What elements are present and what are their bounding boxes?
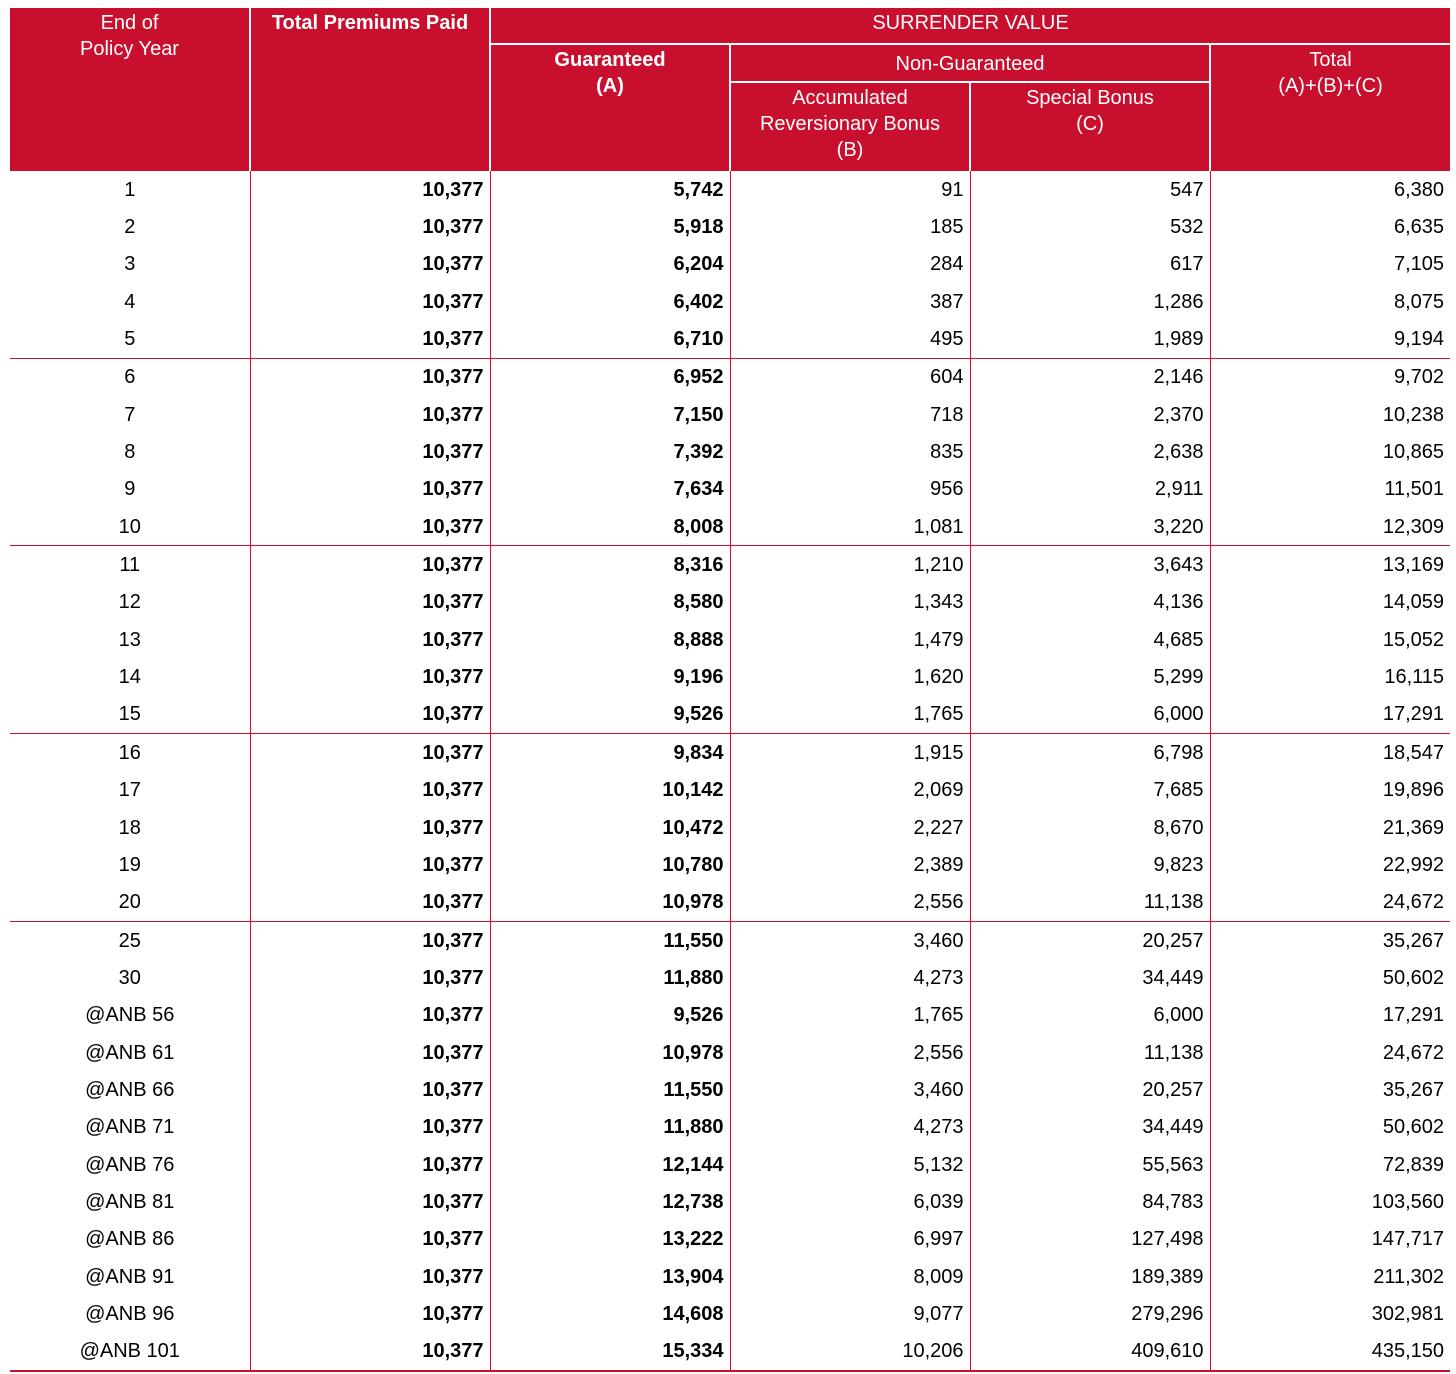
guaranteed-cell: 6,710 — [490, 320, 730, 358]
table-row — [10, 1034, 1450, 1071]
total-premiums-cell: 10,377 — [250, 508, 490, 546]
special-bonus-cell: 7,685 — [970, 772, 1210, 809]
guaranteed-cell: 9,526 — [490, 997, 730, 1034]
total-cell: 22,992 — [1210, 846, 1450, 883]
special-bonus-cell: 5,299 — [970, 658, 1210, 695]
policy-year-cell: 10 — [118, 515, 141, 538]
special-bonus-cell: 34,449 — [970, 1109, 1210, 1146]
reversionary-bonus-cell: 835 — [730, 433, 970, 470]
policy-year-cell: 2 — [124, 216, 136, 239]
table-row — [10, 584, 1450, 621]
guaranteed-cell: 12,738 — [490, 1183, 730, 1220]
table-row — [10, 171, 1450, 208]
policy-year-cell: 5 — [124, 328, 136, 351]
total-premiums-cell: 10,377 — [250, 997, 490, 1034]
header-surrender-value: SURRENDER VALUE — [490, 8, 1450, 44]
special-bonus-cell: 617 — [970, 246, 1210, 283]
guaranteed-cell: 9,526 — [490, 696, 730, 734]
policy-year-cell: @ANB 66 — [85, 1078, 175, 1101]
table-row — [10, 1183, 1450, 1220]
guaranteed-cell: 7,634 — [490, 471, 730, 508]
reversionary-bonus-cell: 1,210 — [730, 546, 970, 584]
guaranteed-cell: 15,334 — [490, 1333, 730, 1371]
header-total: Total (A)+(B)+(C) — [1210, 44, 1450, 171]
total-cell: 13,169 — [1210, 546, 1450, 584]
total-cell: 35,267 — [1210, 921, 1450, 959]
reversionary-bonus-cell: 284 — [730, 246, 970, 283]
total-cell: 18,547 — [1210, 734, 1450, 772]
policy-year-cell: 30 — [118, 966, 141, 989]
reversionary-bonus-cell: 3,460 — [730, 921, 970, 959]
policy-year-cell: @ANB 91 — [85, 1265, 175, 1288]
table-row — [10, 658, 1450, 695]
special-bonus-cell: 3,220 — [970, 508, 1210, 546]
policy-year-cell: 3 — [124, 253, 136, 276]
policy-year-cell: 1 — [124, 178, 136, 201]
special-bonus-cell: 6,000 — [970, 997, 1210, 1034]
special-bonus-cell: 8,670 — [970, 809, 1210, 846]
reversionary-bonus-cell: 1,479 — [730, 621, 970, 658]
total-cell: 72,839 — [1210, 1146, 1450, 1183]
reversionary-bonus-cell: 2,227 — [730, 809, 970, 846]
reversionary-bonus-cell: 1,915 — [730, 734, 970, 772]
reversionary-bonus-cell: 6,039 — [730, 1183, 970, 1220]
guaranteed-cell: 8,316 — [490, 546, 730, 584]
guaranteed-cell: 13,222 — [490, 1221, 730, 1258]
table-row — [10, 959, 1450, 996]
total-cell: 14,059 — [1210, 584, 1450, 621]
total-premiums-cell: 10,377 — [250, 1221, 490, 1258]
guaranteed-cell: 11,880 — [490, 959, 730, 996]
table-row — [10, 246, 1450, 283]
reversionary-bonus-cell: 185 — [730, 208, 970, 245]
policy-year-cell: 12 — [118, 591, 141, 614]
reversionary-bonus-cell: 2,389 — [730, 846, 970, 883]
guaranteed-cell: 9,834 — [490, 734, 730, 772]
guaranteed-cell: 6,204 — [490, 246, 730, 283]
total-premiums-cell: 10,377 — [250, 171, 490, 208]
guaranteed-cell: 12,144 — [490, 1146, 730, 1183]
total-premiums-cell: 10,377 — [250, 1333, 490, 1371]
guaranteed-cell: 13,904 — [490, 1258, 730, 1295]
total-cell: 10,865 — [1210, 433, 1450, 470]
table-row — [10, 320, 1450, 358]
surrender-value-table — [10, 8, 1450, 1372]
total-premiums-cell: 10,377 — [250, 1109, 490, 1146]
policy-year-cell: @ANB 96 — [85, 1302, 175, 1325]
guaranteed-cell: 11,550 — [490, 921, 730, 959]
reversionary-bonus-cell: 495 — [730, 320, 970, 358]
table-row — [10, 734, 1450, 772]
total-cell: 211,302 — [1210, 1258, 1450, 1295]
reversionary-bonus-cell: 4,273 — [730, 959, 970, 996]
policy-year-cell: 11 — [10, 546, 250, 584]
table-row — [10, 696, 1450, 734]
table-row — [10, 884, 1450, 922]
special-bonus-cell: 6,798 — [970, 734, 1210, 772]
total-cell: 21,369 — [1210, 809, 1450, 846]
reversionary-bonus-cell: 4,273 — [730, 1109, 970, 1146]
guaranteed-cell: 10,978 — [490, 884, 730, 922]
special-bonus-cell: 1,286 — [970, 283, 1210, 320]
header-total-premiums: Total Premiums Paid — [250, 8, 490, 171]
total-cell: 9,194 — [1210, 320, 1450, 358]
policy-year-cell: 25 — [10, 921, 250, 959]
special-bonus-cell: 84,783 — [970, 1183, 1210, 1220]
total-cell: 103,560 — [1210, 1183, 1450, 1220]
total-premiums-cell: 10,377 — [250, 921, 490, 959]
reversionary-bonus-cell: 5,132 — [730, 1146, 970, 1183]
special-bonus-cell: 4,136 — [970, 584, 1210, 621]
total-cell: 435,150 — [1210, 1333, 1450, 1371]
reversionary-bonus-cell: 2,556 — [730, 1034, 970, 1071]
table-row — [10, 846, 1450, 883]
table-body — [10, 171, 1450, 1371]
total-cell: 24,672 — [1210, 884, 1450, 922]
header-policy-year: End of Policy Year — [10, 8, 250, 171]
table-row — [10, 396, 1450, 433]
policy-year-cell: @ANB 81 — [85, 1190, 175, 1213]
reversionary-bonus-cell: 1,081 — [730, 508, 970, 546]
total-premiums-cell: 10,377 — [250, 658, 490, 695]
total-premiums-cell: 10,377 — [250, 734, 490, 772]
total-premiums-cell: 10,377 — [250, 246, 490, 283]
reversionary-bonus-cell: 1,765 — [730, 696, 970, 734]
total-cell: 15,052 — [1210, 621, 1450, 658]
special-bonus-cell: 34,449 — [970, 959, 1210, 996]
total-premiums-cell: 10,377 — [250, 621, 490, 658]
guaranteed-cell: 8,888 — [490, 621, 730, 658]
special-bonus-cell: 20,257 — [970, 1071, 1210, 1108]
policy-year-cell: 15 — [118, 703, 141, 726]
table-row — [10, 772, 1450, 809]
policy-year-cell: 17 — [118, 779, 141, 802]
total-cell: 8,075 — [1210, 283, 1450, 320]
table-row — [10, 921, 1450, 959]
special-bonus-cell: 1,989 — [970, 320, 1210, 358]
guaranteed-cell: 8,008 — [490, 508, 730, 546]
header-non-guaranteed: Non-Guaranteed — [730, 44, 1210, 82]
total-premiums-cell: 10,377 — [250, 1071, 490, 1108]
total-cell: 9,702 — [1210, 358, 1450, 396]
special-bonus-cell: 6,000 — [970, 696, 1210, 734]
reversionary-bonus-cell: 91 — [730, 171, 970, 208]
policy-year-cell: 19 — [118, 853, 141, 876]
total-premiums-cell: 10,377 — [250, 584, 490, 621]
policy-year-cell: @ANB 101 — [10, 1333, 250, 1371]
table-row — [10, 283, 1450, 320]
total-cell: 19,896 — [1210, 772, 1450, 809]
special-bonus-cell: 279,296 — [970, 1295, 1210, 1332]
policy-year-cell: 6 — [10, 358, 250, 396]
policy-year-cell: 14 — [118, 666, 141, 689]
table-row — [10, 1258, 1450, 1295]
guaranteed-cell: 11,880 — [490, 1109, 730, 1146]
reversionary-bonus-cell: 10,206 — [730, 1333, 970, 1371]
policy-year-cell: @ANB 56 — [85, 1004, 175, 1027]
reversionary-bonus-cell: 1,343 — [730, 584, 970, 621]
total-premiums-cell: 10,377 — [250, 809, 490, 846]
total-cell: 6,635 — [1210, 208, 1450, 245]
table-row — [10, 1146, 1450, 1183]
total-premiums-cell: 10,377 — [250, 320, 490, 358]
policy-year-cell: 13 — [118, 628, 141, 651]
header-special-bonus: Special Bonus (C) — [970, 82, 1210, 171]
special-bonus-cell: 2,370 — [970, 396, 1210, 433]
policy-year-cell: @ANB 71 — [85, 1116, 175, 1139]
guaranteed-cell: 14,608 — [490, 1295, 730, 1332]
total-premiums-cell: 10,377 — [250, 1183, 490, 1220]
guaranteed-cell: 6,402 — [490, 283, 730, 320]
table-row — [10, 208, 1450, 245]
total-premiums-cell: 10,377 — [250, 546, 490, 584]
policy-year-cell: 4 — [124, 290, 136, 313]
policy-year-cell: @ANB 86 — [85, 1228, 175, 1251]
policy-year-cell: 18 — [118, 816, 141, 839]
total-cell: 7,105 — [1210, 246, 1450, 283]
reversionary-bonus-cell: 9,077 — [730, 1295, 970, 1332]
table-row — [10, 508, 1450, 546]
special-bonus-cell: 2,146 — [970, 358, 1210, 396]
table-row — [10, 997, 1450, 1034]
total-cell: 17,291 — [1210, 696, 1450, 734]
total-premiums-cell: 10,377 — [250, 696, 490, 734]
table-row — [10, 1109, 1450, 1146]
reversionary-bonus-cell: 3,460 — [730, 1071, 970, 1108]
reversionary-bonus-cell: 1,765 — [730, 997, 970, 1034]
total-cell: 6,380 — [1210, 171, 1450, 208]
guaranteed-cell: 11,550 — [490, 1071, 730, 1108]
guaranteed-cell: 6,952 — [490, 358, 730, 396]
total-cell: 17,291 — [1210, 997, 1450, 1034]
policy-year-cell: 7 — [124, 403, 136, 426]
special-bonus-cell: 409,610 — [970, 1333, 1210, 1371]
special-bonus-cell: 3,643 — [970, 546, 1210, 584]
reversionary-bonus-cell: 718 — [730, 396, 970, 433]
reversionary-bonus-cell: 956 — [730, 471, 970, 508]
table-row — [10, 471, 1450, 508]
total-cell: 50,602 — [1210, 1109, 1450, 1146]
guaranteed-cell: 10,978 — [490, 1034, 730, 1071]
reversionary-bonus-cell: 2,556 — [730, 884, 970, 922]
table-header — [10, 8, 1450, 171]
special-bonus-cell: 9,823 — [970, 846, 1210, 883]
guaranteed-cell: 7,150 — [490, 396, 730, 433]
total-premiums-cell: 10,377 — [250, 1146, 490, 1183]
total-cell: 302,981 — [1210, 1295, 1450, 1332]
total-cell: 10,238 — [1210, 396, 1450, 433]
guaranteed-cell: 10,472 — [490, 809, 730, 846]
guaranteed-cell: 7,392 — [490, 433, 730, 470]
guaranteed-cell: 10,142 — [490, 772, 730, 809]
total-premiums-cell: 10,377 — [250, 471, 490, 508]
header-guaranteed: Guaranteed (A) — [490, 44, 730, 171]
total-cell: 16,115 — [1210, 658, 1450, 695]
reversionary-bonus-cell: 387 — [730, 283, 970, 320]
special-bonus-cell: 127,498 — [970, 1221, 1210, 1258]
reversionary-bonus-cell: 8,009 — [730, 1258, 970, 1295]
total-premiums-cell: 10,377 — [250, 772, 490, 809]
table-row — [10, 809, 1450, 846]
special-bonus-cell: 55,563 — [970, 1146, 1210, 1183]
total-cell: 35,267 — [1210, 1071, 1450, 1108]
reversionary-bonus-cell: 604 — [730, 358, 970, 396]
total-premiums-cell: 10,377 — [250, 433, 490, 470]
special-bonus-cell: 2,911 — [970, 471, 1210, 508]
total-cell: 50,602 — [1210, 959, 1450, 996]
table-row — [10, 1221, 1450, 1258]
header-reversionary-bonus: Accumulated Reversionary Bonus (B) — [730, 82, 970, 171]
total-premiums-cell: 10,377 — [250, 1258, 490, 1295]
total-premiums-cell: 10,377 — [250, 846, 490, 883]
table-row — [10, 1333, 1450, 1371]
special-bonus-cell: 547 — [970, 171, 1210, 208]
policy-year-cell: @ANB 76 — [85, 1153, 175, 1176]
table-row — [10, 1295, 1450, 1332]
table-row — [10, 1071, 1450, 1108]
reversionary-bonus-cell: 1,620 — [730, 658, 970, 695]
special-bonus-cell: 4,685 — [970, 621, 1210, 658]
guaranteed-cell: 5,742 — [490, 171, 730, 208]
policy-year-cell: @ANB 61 — [85, 1041, 175, 1064]
policy-year-cell: 20 — [118, 891, 141, 914]
total-premiums-cell: 10,377 — [250, 208, 490, 245]
special-bonus-cell: 189,389 — [970, 1258, 1210, 1295]
total-premiums-cell: 10,377 — [250, 1034, 490, 1071]
special-bonus-cell: 11,138 — [970, 1034, 1210, 1071]
policy-year-cell: 16 — [10, 734, 250, 772]
total-premiums-cell: 10,377 — [250, 959, 490, 996]
total-premiums-cell: 10,377 — [250, 358, 490, 396]
total-premiums-cell: 10,377 — [250, 1295, 490, 1332]
total-cell: 147,717 — [1210, 1221, 1450, 1258]
total-cell: 24,672 — [1210, 1034, 1450, 1071]
policy-year-cell: 9 — [124, 478, 136, 501]
special-bonus-cell: 11,138 — [970, 884, 1210, 922]
reversionary-bonus-cell: 2,069 — [730, 772, 970, 809]
special-bonus-cell: 532 — [970, 208, 1210, 245]
special-bonus-cell: 20,257 — [970, 921, 1210, 959]
guaranteed-cell: 8,580 — [490, 584, 730, 621]
table-row — [10, 433, 1450, 470]
guaranteed-cell: 5,918 — [490, 208, 730, 245]
guaranteed-cell: 9,196 — [490, 658, 730, 695]
table-row — [10, 621, 1450, 658]
total-premiums-cell: 10,377 — [250, 283, 490, 320]
table-row — [10, 546, 1450, 584]
reversionary-bonus-cell: 6,997 — [730, 1221, 970, 1258]
total-cell: 12,309 — [1210, 508, 1450, 546]
total-cell: 11,501 — [1210, 471, 1450, 508]
total-premiums-cell: 10,377 — [250, 884, 490, 922]
policy-year-cell: 8 — [124, 441, 136, 464]
special-bonus-cell: 2,638 — [970, 433, 1210, 470]
table-row — [10, 358, 1450, 396]
guaranteed-cell: 10,780 — [490, 846, 730, 883]
total-premiums-cell: 10,377 — [250, 396, 490, 433]
